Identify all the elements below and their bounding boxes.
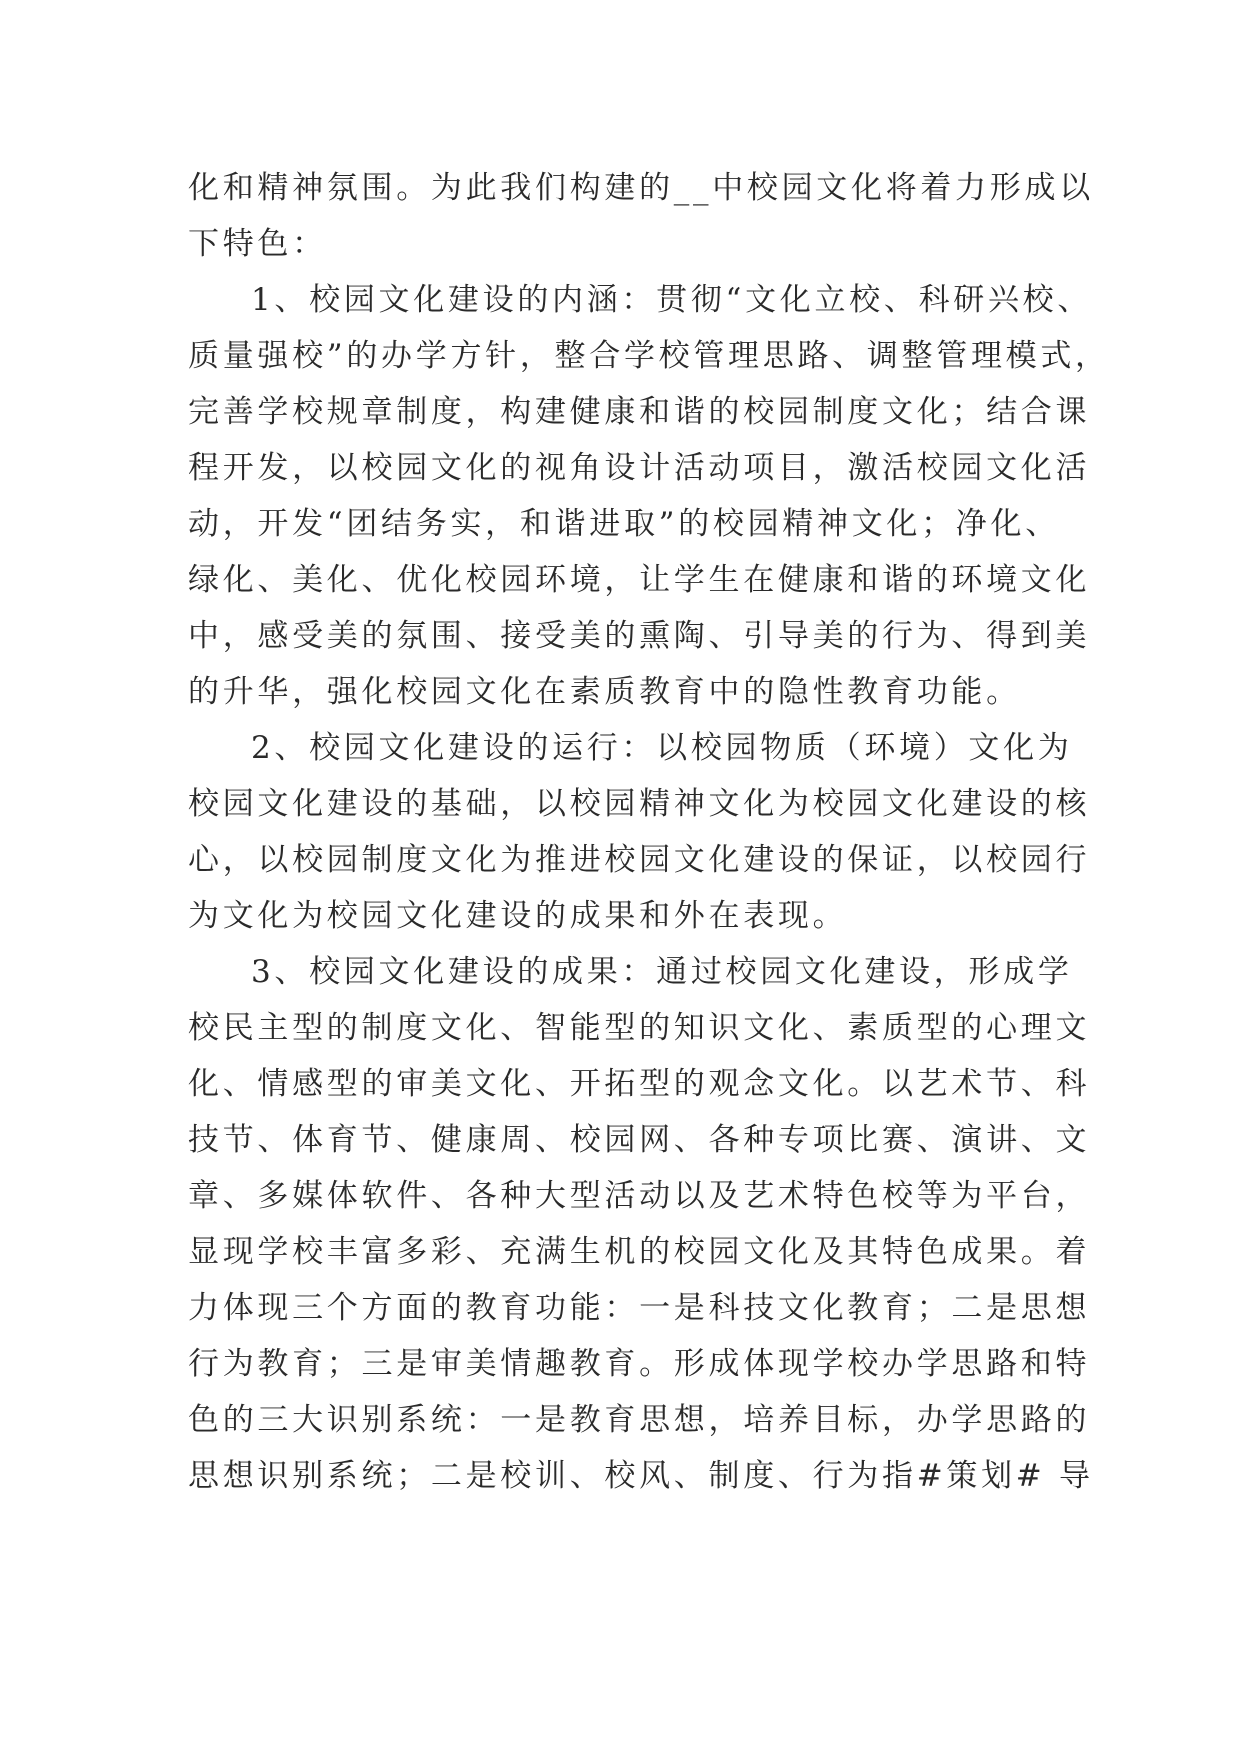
text-line: 章、多媒体软件、各种大型活动以及艺术特色校等为平台， <box>188 1178 1091 1214</box>
paragraph-first-line: 3、校园文化建设的成果：通过校园文化建设，形成学 <box>251 954 1073 990</box>
text-line: 为文化为校园文化建设的成果和外在表现。 <box>188 898 848 934</box>
text-line: 质量强校”的办学方针，整合学校管理思路、调整管理模式， <box>188 338 1110 374</box>
text-line: 色的三大识别系统：一是教育思想，培养目标，办学思路的 <box>188 1402 1091 1438</box>
text-line: 完善学校规章制度，构建健康和谐的校园制度文化；结合课 <box>188 394 1091 430</box>
text-line: 行为教育；三是审美情趣教育。形成体现学校办学思路和特 <box>188 1346 1091 1382</box>
text-line: 绿化、美化、优化校园环境，让学生在健康和谐的环境文化 <box>188 562 1091 598</box>
text-line: 校园文化建设的基础，以校园精神文化为校园文化建设的核 <box>188 786 1091 822</box>
text-line: 程开发，以校园文化的视角设计活动项目，激活校园文化活 <box>188 450 1091 486</box>
text-line: 动，开发“团结务实，和谐进取”的校园精神文化；净化、 <box>188 506 1060 542</box>
document-body <box>188 160 1110 1504</box>
text-line: 中，感受美的氛围、接受美的熏陶、引导美的行为、得到美 <box>188 618 1091 654</box>
text-line: 的升华，强化校园文化在素质教育中的隐性教育功能。 <box>188 674 1021 710</box>
text-line: 化和精神氛围。为此我们构建的__中校园文化将着力形成以 <box>188 170 1094 206</box>
text-line: 校民主型的制度文化、智能型的知识文化、素质型的心理文 <box>188 1010 1091 1046</box>
text-line: 力体现三个方面的教育功能：一是科技文化教育；二是思想 <box>188 1290 1091 1326</box>
text-line: 化、情感型的审美文化、开拓型的观念文化。以艺术节、科 <box>188 1066 1091 1102</box>
paragraph-first-line: 1、校园文化建设的内涵：贯彻“文化立校、科研兴校、 <box>251 282 1093 318</box>
text-line: 显现学校丰富多彩、充满生机的校园文化及其特色成果。着 <box>188 1234 1091 1270</box>
text-line: 技节、体育节、健康周、校园网、各种专项比赛、演讲、文 <box>188 1122 1091 1158</box>
paragraph-first-line: 2、校园文化建设的运行：以校园物质（环境）文化为 <box>251 730 1073 766</box>
text-line: 心，以校园制度文化为推进校园文化建设的保证，以校园行 <box>188 842 1091 878</box>
text-line: 思想识别系统；二是校训、校风、制度、行为指#策划# 导 <box>188 1458 1094 1494</box>
text-line: 下特色： <box>188 226 327 262</box>
